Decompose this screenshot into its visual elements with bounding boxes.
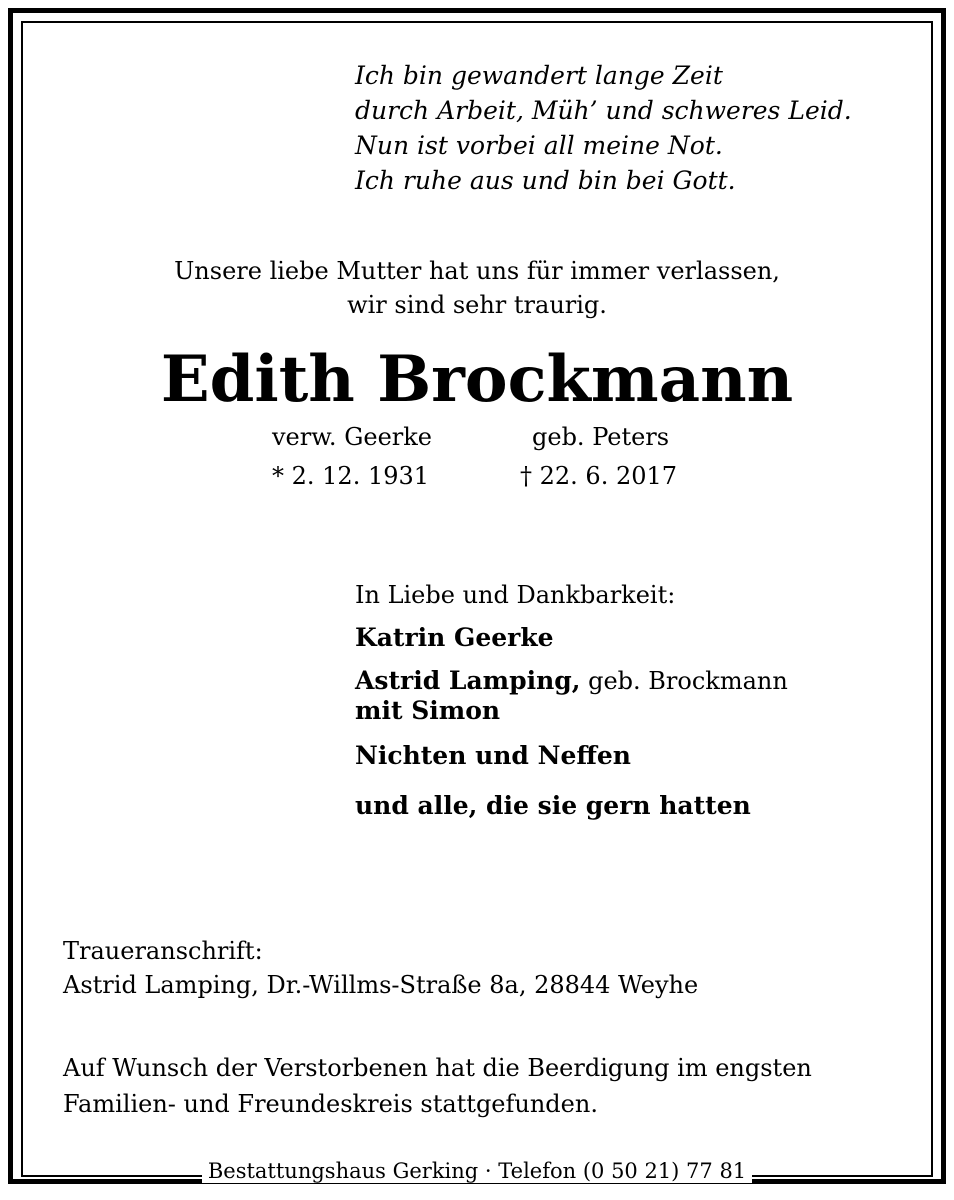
poem: [355, 58, 852, 198]
poem-line: Ich bin gewandert lange Zeit: [355, 61, 723, 90]
mourner-astrid-name: Astrid Lamping,: [355, 666, 581, 695]
poem-line: Nun ist vorbei all meine Not.: [355, 131, 723, 160]
intro-line-2: wir sind sehr traurig.: [347, 291, 607, 319]
mourner-astrid-birthname: geb. Brockmann: [580, 667, 788, 695]
poem-line: Ich ruhe aus und bin bei Gott.: [355, 166, 736, 195]
deceased-name: Edith Brockmann: [160, 342, 794, 417]
mourner-all: und alle, die sie gern hatten: [355, 791, 751, 820]
footer-text: Bestattungshaus Gerking · Telefon (0 50 21) 77 81: [202, 1159, 752, 1183]
mourning-address: [63, 934, 698, 1002]
intro-line-1: Unsere liebe Mutter hat uns für immer verlassen,: [174, 257, 780, 285]
address-label: Traueranschrift:: [63, 937, 263, 965]
mourner-katrin: Katrin Geerke: [355, 623, 554, 652]
mourners-lead: In Liebe und Dankbarkeit:: [355, 581, 676, 609]
mourner-astrid: [355, 666, 788, 696]
widowed-name: verw. Geerke: [272, 423, 432, 451]
mourner-simon: mit Simon: [355, 696, 501, 725]
notice-line-1: Auf Wunsch der Verstorbenen hat die Beerdigung im engsten: [63, 1054, 812, 1082]
intro-text: [0, 254, 954, 322]
death-date: † 22. 6. 2017: [520, 462, 678, 490]
mourners-block: [355, 578, 788, 824]
poem-line: durch Arbeit, Müh’ und schweres Leid.: [355, 96, 852, 125]
mourner-relatives: Nichten und Neffen: [355, 741, 631, 770]
notice-line-2: Familien- und Freundeskreis stattgefunden.: [63, 1090, 598, 1118]
funeral-notice: [63, 1050, 812, 1122]
birth-date: * 2. 12. 1931: [272, 462, 430, 490]
funeral-home-footer: [0, 1157, 954, 1185]
address-value: Astrid Lamping, Dr.-Willms-Straße 8a, 28844 Weyhe: [63, 971, 699, 999]
birth-name: geb. Peters: [532, 423, 670, 451]
